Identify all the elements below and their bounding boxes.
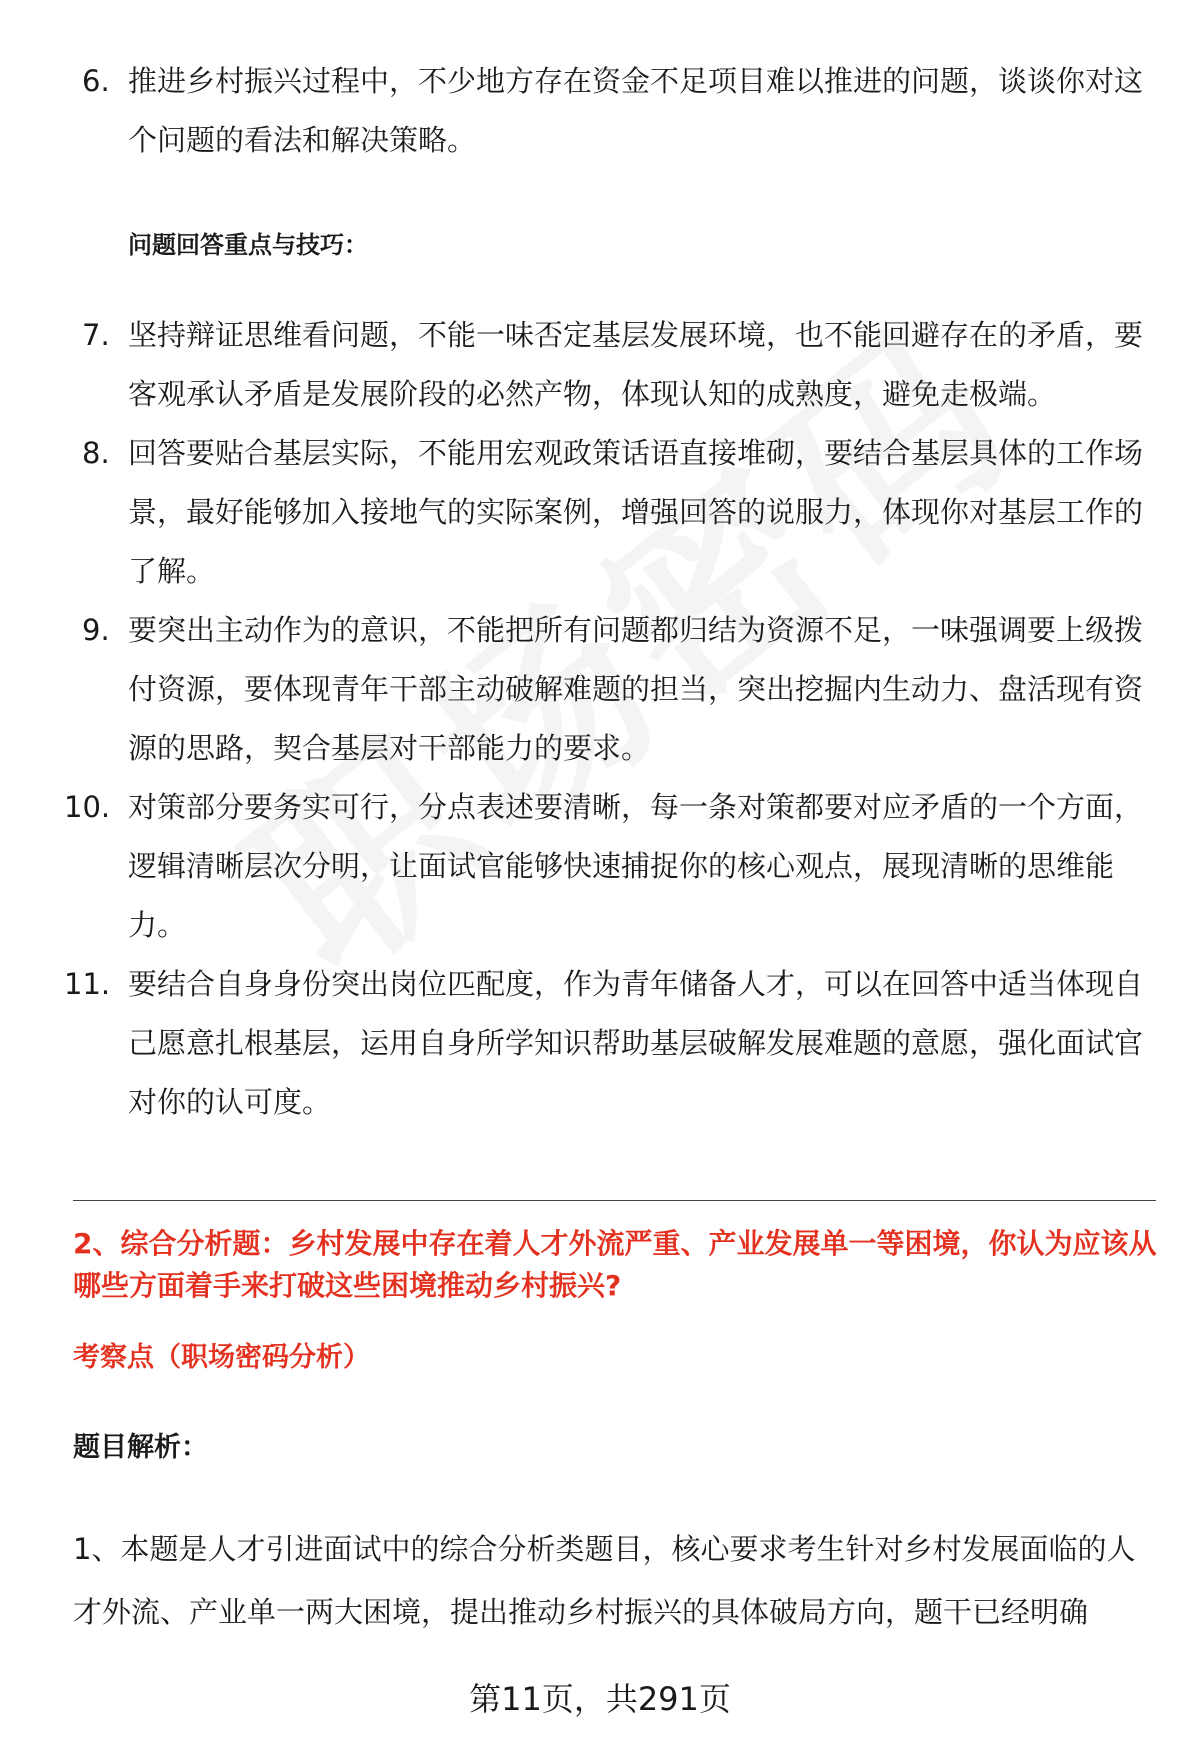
item-text: 坚持辩证思维看问题，不能一味否定基层发展环境，也不能回避存在的矛盾，要客观承认矛盾是发展阶段的必然产物，体现认知的成熟度，避免走极端。 (128, 318, 1144, 411)
question-2-title: 2、综合分析题：乡村发展中存在着人才外流严重、产业发展单一等困境，你认为应该从哪些方面着手来打破这些困境推动乡村振兴? (73, 1227, 1157, 1302)
list-item (0, 601, 1200, 778)
tips-heading: 问题回答重点与技巧： (128, 231, 368, 259)
analysis-heading: 题目解析： (73, 1432, 208, 1463)
list-item (0, 778, 1200, 955)
item-text: 推进乡村振兴过程中，不少地方存在资金不足项目难以推进的问题，谈谈你对这个问题的看法和解决策略。 (128, 64, 1144, 157)
item-number: 10. (64, 790, 111, 824)
exam-point-heading: 考察点（职场密码分析） (73, 1342, 370, 1373)
item-number: 8. (82, 436, 110, 470)
section-divider (73, 1200, 1156, 1201)
list-item (0, 955, 1200, 1132)
list-item (0, 424, 1200, 601)
item-text: 要结合自身身份突出岗位匹配度，作为青年储备人才，可以在回答中适当体现自己愿意扎根基层，运用自身所学知识帮助基层破解发展难题的意愿，强化面试官对你的认可度。 (128, 967, 1144, 1119)
question-list-top (0, 52, 1200, 170)
list-item (0, 306, 1200, 424)
item-text: 对策部分要务实可行，分点表述要清晰，每一条对策都要对应矛盾的一个方面，逻辑清晰层次分明，让面试官能够快速捕捉你的核心观点，展现清晰的思维能力。 (128, 790, 1144, 942)
item-number: 7. (82, 318, 110, 352)
item-number: 11. (64, 967, 111, 1001)
item-text: 回答要贴合基层实际，不能用宏观政策话语直接堆砌，要结合基层具体的工作场景，最好能够加入接地气的实际案例，增强回答的说服力，体现你对基层工作的了解。 (128, 436, 1144, 588)
analysis-paragraph: 1、本题是人才引进面试中的综合分析类题目，核心要求考生针对乡村发展面临的人才外流、产业单一两大困境，提出推动乡村振兴的具体破局方向，题干已经明确 (73, 1532, 1136, 1629)
item-number: 6. (82, 64, 110, 98)
item-number: 9. (82, 613, 110, 647)
list-item (0, 52, 1200, 170)
page-footer: 第11页，共291页 (469, 1680, 731, 1718)
item-text: 要突出主动作为的意识，不能把所有问题都归结为资源不足，一味强调要上级拨付资源，要体现青年干部主动破解难题的担当，突出挖掘内生动力、盘活现有资源的思路，契合基层对干部能力的要求。 (128, 613, 1144, 765)
tips-list (0, 306, 1200, 1132)
